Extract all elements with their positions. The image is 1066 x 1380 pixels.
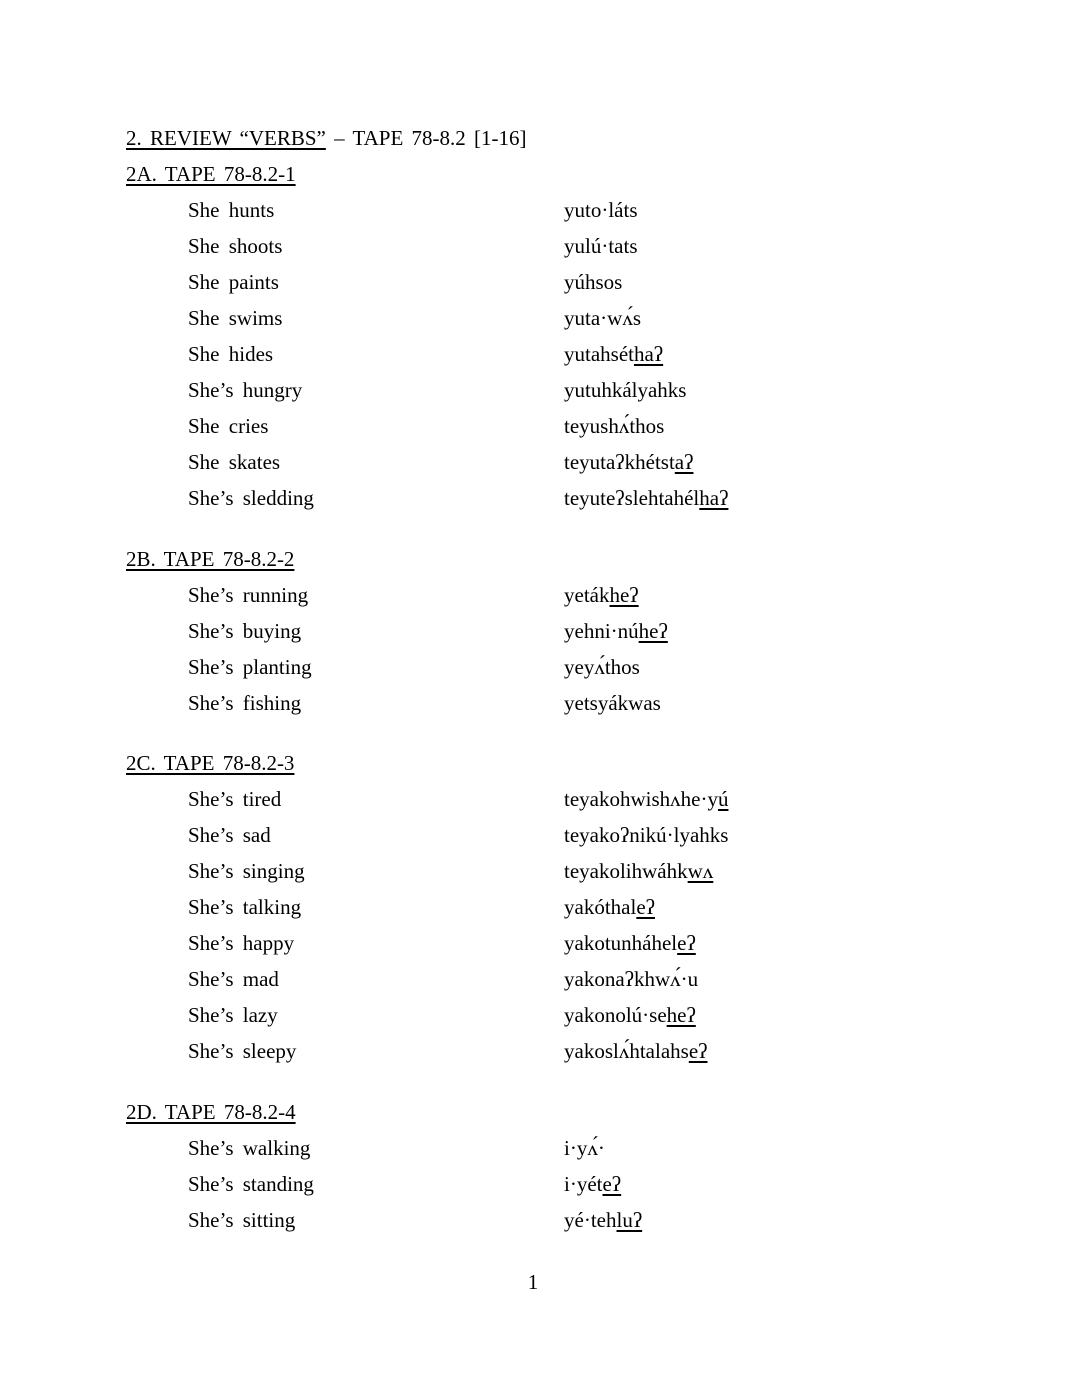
oneida-segment-underlined: luʔ — [616, 1208, 643, 1232]
english-gloss: She’s talking — [188, 895, 302, 919]
english-gloss: She swims — [188, 306, 283, 330]
oneida-segment: i·yét — [564, 1172, 603, 1196]
section-title: 2B. TAPE 78-8.2-2 — [126, 547, 295, 571]
oneida-segment: yuta·wʌ́s — [564, 306, 641, 330]
oneida-segment-underlined: eʔ — [688, 1039, 708, 1063]
oneida-segment: yulú·tats — [564, 234, 638, 258]
vocab-row — [0, 1172, 1066, 1202]
vocab-row — [0, 787, 1066, 817]
oneida-word — [564, 486, 728, 511]
english-gloss: She hunts — [188, 198, 275, 222]
english-gloss: She hides — [188, 342, 274, 366]
oneida-word — [564, 1003, 696, 1028]
vocab-row — [0, 619, 1066, 649]
oneida-word — [564, 414, 664, 439]
section-title: 2C. TAPE 78-8.2-3 — [126, 751, 295, 775]
vocab-row — [0, 655, 1066, 685]
oneida-segment-underlined: haʔ — [633, 342, 664, 366]
oneida-word — [564, 583, 639, 608]
oneida-word — [564, 306, 641, 331]
english-gloss: She’s planting — [188, 655, 312, 679]
oneida-segment: yuto·láts — [564, 198, 638, 222]
english-gloss: She’s buying — [188, 619, 302, 643]
oneida-segment-underlined: heʔ — [638, 619, 668, 643]
oneida-segment: yehni·nú — [564, 619, 639, 643]
english-gloss: She’s fishing — [188, 691, 302, 715]
vocab-row — [0, 1003, 1066, 1033]
oneida-segment-underlined: ú — [717, 787, 729, 811]
oneida-word — [564, 691, 661, 716]
vocab-row — [0, 1208, 1066, 1238]
oneida-segment-underlined: haʔ — [699, 486, 729, 510]
page-number: 1 — [527, 1270, 539, 1294]
vocab-row — [0, 342, 1066, 372]
oneida-segment-underlined: wʌ — [687, 859, 714, 883]
oneida-segment: teyuteʔslehtahél — [564, 486, 700, 510]
oneida-word — [564, 967, 698, 992]
oneida-segment-underlined: eʔ — [677, 931, 696, 955]
english-gloss: She’s sledding — [188, 486, 314, 510]
english-gloss: She’s running — [188, 583, 309, 607]
english-gloss: She’s sitting — [188, 1208, 296, 1232]
oneida-word — [564, 823, 728, 848]
oneida-segment: yutuhkályahks — [564, 378, 687, 402]
english-gloss: She’s singing — [188, 859, 305, 883]
oneida-segment: yakonolú·se — [564, 1003, 667, 1027]
oneida-word — [564, 342, 663, 367]
english-gloss: She’s sleepy — [188, 1039, 297, 1063]
vocab-row — [0, 270, 1066, 300]
oneida-segment: yetsyákwas — [564, 691, 661, 715]
vocab-row — [0, 450, 1066, 480]
oneida-segment: yeyʌ́thos — [564, 655, 640, 679]
oneida-segment-underlined: aʔ — [674, 450, 694, 474]
vocab-row — [0, 931, 1066, 961]
oneida-segment: yakóthal — [564, 895, 637, 919]
oneida-word — [564, 198, 638, 223]
oneida-segment: i·yʌ́· — [564, 1136, 605, 1160]
oneida-word — [564, 787, 728, 812]
english-gloss: She’s sad — [188, 823, 271, 847]
oneida-segment-underlined: eʔ — [602, 1172, 622, 1196]
english-gloss: She cries — [188, 414, 269, 438]
oneida-word — [564, 859, 713, 884]
oneida-segment: yúhsos — [564, 270, 623, 294]
page-title-rest: – TAPE 78-8.2 [1-16] — [325, 126, 527, 150]
oneida-word — [564, 234, 638, 259]
oneida-word — [564, 619, 668, 644]
oneida-word — [564, 378, 686, 403]
oneida-segment-underlined: eʔ — [636, 895, 655, 919]
english-gloss: She shoots — [188, 234, 283, 258]
vocab-row — [0, 234, 1066, 264]
oneida-word — [564, 655, 640, 680]
vocab-row — [0, 967, 1066, 997]
vocab-row — [0, 895, 1066, 925]
oneida-segment: teyakolihwáhk — [564, 859, 688, 883]
vocab-row — [0, 486, 1066, 516]
english-gloss: She’s standing — [188, 1172, 314, 1196]
oneida-segment: teyutaʔkhétst — [564, 450, 675, 474]
oneida-segment-underlined: heʔ — [666, 1003, 696, 1027]
oneida-segment: yeták — [564, 583, 610, 607]
oneida-segment: teyushʌ́thos — [564, 414, 665, 438]
oneida-segment: yakotunháhel — [564, 931, 678, 955]
english-gloss: She skates — [188, 450, 281, 474]
oneida-word — [564, 1208, 642, 1233]
vocab-row — [0, 1039, 1066, 1069]
oneida-word — [564, 270, 622, 295]
oneida-word — [564, 450, 693, 475]
vocab-row — [0, 1136, 1066, 1166]
oneida-segment: teyakoʔnikú·lyahks — [564, 823, 729, 847]
vocab-row — [0, 691, 1066, 721]
vocab-row — [0, 414, 1066, 444]
oneida-segment-underlined: heʔ — [609, 583, 639, 607]
oneida-word — [564, 895, 655, 920]
vocab-row — [0, 198, 1066, 228]
english-gloss: She’s walking — [188, 1136, 311, 1160]
page-title-underlined: 2. REVIEW “VERBS” — [126, 126, 326, 150]
oneida-segment: yé·teh — [564, 1208, 617, 1232]
english-gloss: She’s hungry — [188, 378, 303, 402]
oneida-segment: yakoslʌ́htalahs — [564, 1039, 689, 1063]
vocab-row — [0, 306, 1066, 336]
oneida-word — [564, 1172, 621, 1197]
english-gloss: She’s tired — [188, 787, 282, 811]
english-gloss: She’s mad — [188, 967, 279, 991]
vocab-row — [0, 378, 1066, 408]
vocab-row — [0, 583, 1066, 613]
page-title — [126, 126, 527, 151]
oneida-segment: yutahsét — [564, 342, 634, 366]
section-title: 2A. TAPE 78-8.2-1 — [126, 162, 296, 186]
oneida-word — [564, 1039, 707, 1064]
english-gloss: She’s lazy — [188, 1003, 278, 1027]
section-title: 2D. TAPE 78-8.2-4 — [126, 1100, 296, 1124]
vocab-row — [0, 823, 1066, 853]
oneida-segment: teyakohwishʌhe·y — [564, 787, 718, 811]
oneida-word — [564, 1136, 605, 1161]
english-gloss: She paints — [188, 270, 279, 294]
vocab-row — [0, 859, 1066, 889]
english-gloss: She’s happy — [188, 931, 295, 955]
oneida-segment: yakonaʔkhwʌ́·u — [564, 967, 699, 991]
oneida-word — [564, 931, 696, 956]
